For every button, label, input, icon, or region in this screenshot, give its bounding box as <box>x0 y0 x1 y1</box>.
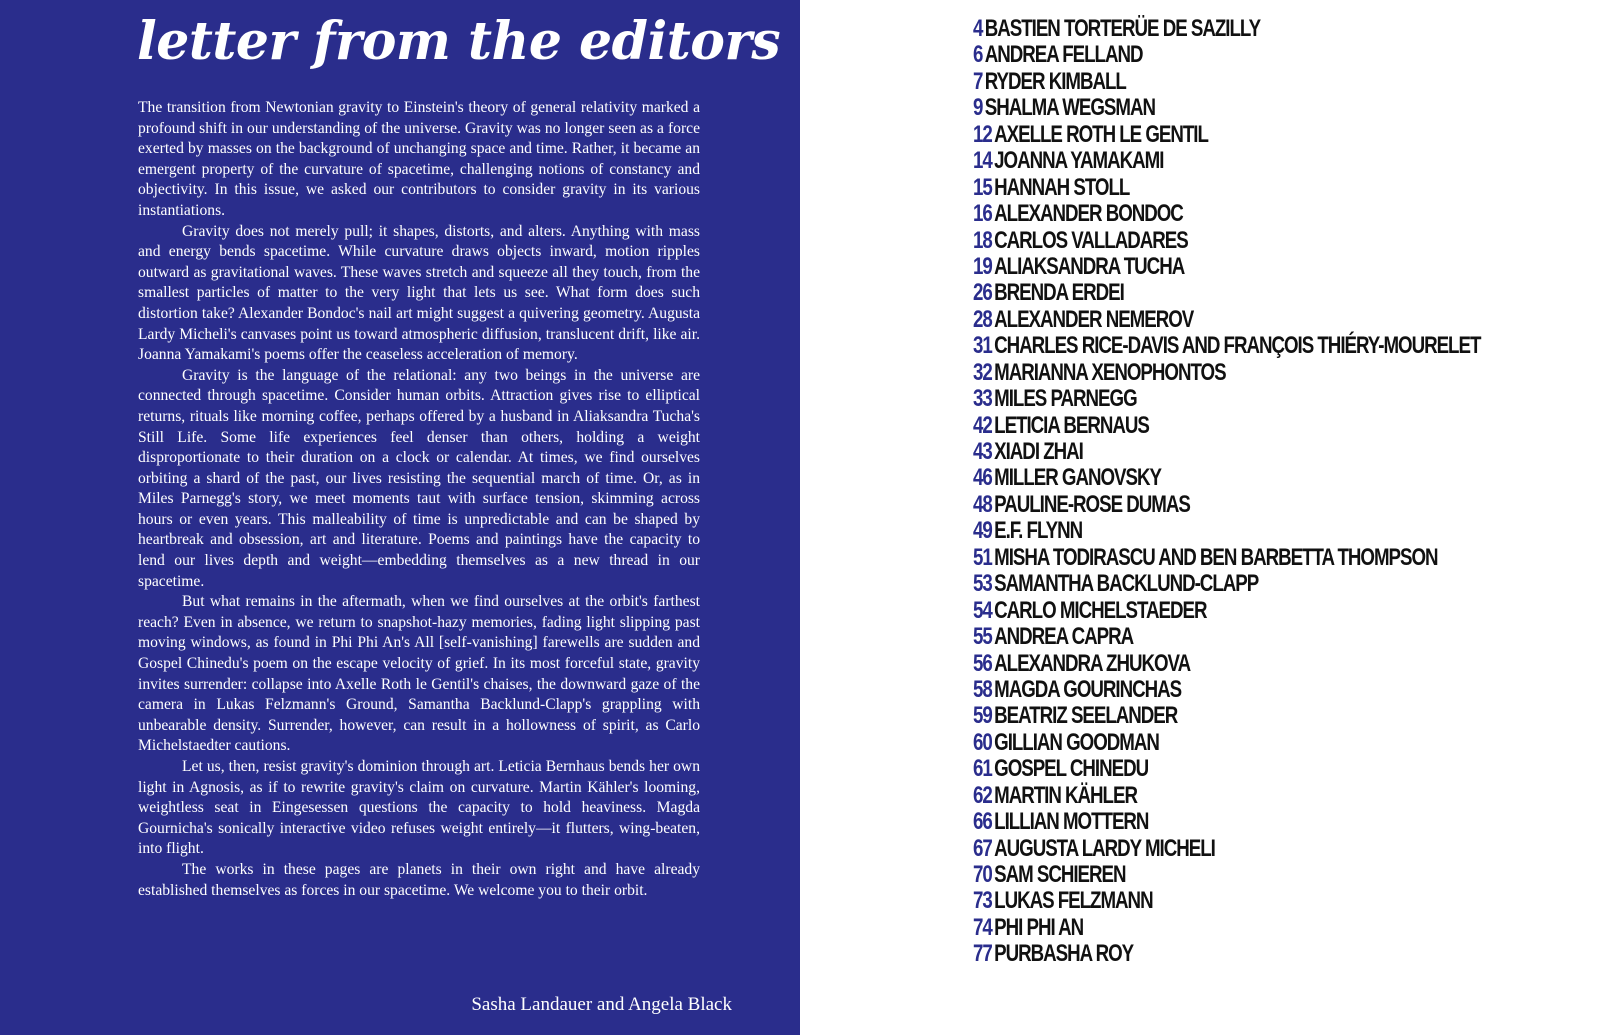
contents-list <box>973 16 1600 968</box>
contents-contributor-name: AXELLE ROTH LE GENTIL <box>994 120 1208 148</box>
contents-page-number: 70 <box>973 861 992 888</box>
contents-contributor-name: LETICIA BERNAUS <box>994 411 1149 439</box>
contents-contributor-name: AUGUSTA LARDY MICHELI <box>994 834 1215 862</box>
letter-title: letter from the editors <box>137 11 781 72</box>
contents-page-number: 31 <box>973 332 992 360</box>
contents-contributor-name: MISHA TODIRASCU AND BEN BARBETTA THOMPSON <box>994 543 1438 571</box>
contents-entry <box>973 413 1480 439</box>
contents-contributor-name: BRENDA ERDEI <box>994 279 1124 307</box>
contents-contributor-name: MILLER GANOVSKY <box>994 464 1161 492</box>
contents-page-number: 33 <box>973 385 992 413</box>
contents-entry <box>973 254 1480 280</box>
contents-page-number: 32 <box>973 358 992 386</box>
letter-paragraph: Gravity is the language of the relational: any two beings in the universe are connected through spacetime. Consider human orbits. Attraction gives rise to elliptical returns, rituals like morning coffee, perhaps offered by a husband in Aliaksandra Tucha's Still Life. Some life experiences feel denser than others, holding a weight disproportionate to their duration on a clock or calendar. At times, we find ourselves orbiting a shard of the past, our lives resisting the sequential march of time. Or, as in Miles Parnegg's story, we meet moments taut with surface tension, skimming across hours or even years. This malleability of time is unpredictable and can be shaped by heartbreak and obsession, art and literature. Poems and paintings have the capacity to lend our lives depth and weight—embedding themselves as a new thread in our spacetime. <box>138 366 700 590</box>
contents-entry <box>973 941 1480 967</box>
contents-entry <box>973 545 1480 571</box>
contents-entry <box>973 809 1480 835</box>
contents-contributor-name: LUKAS FELZMANN <box>994 887 1153 915</box>
letter-paragraph: The transition from Newtonian gravity to Einstein's theory of general relativity marked a profound shift in our understanding of the universe. Gravity was no longer seen as a force exerted by masses on the background of unchanging space and time. Rather, it became an emergent property of the curvature of spacetime, challenging notions of constancy and objectivity. In this issue, we asked our contributors to consider gravity in its various instantiations. <box>138 99 700 219</box>
contents-page-number: 16 <box>973 200 992 228</box>
contents-page-number: 73 <box>973 887 992 915</box>
letter-paragraph: Gravity does not merely pull; it shapes, distorts, and alters. Anything with mass and energy bends spacetime. While curvature draws objects inward, motion ripples outward as gravitational waves. These waves stretch and squeeze all they touch, from the smallest particles of matter to the very light that lets us see. What form does such distortion take? Alexander Bondoc's nail art might suggest a quivering geometry. Augusta Lardy Micheli's canvases point us toward atmospheric diffusion, translucent drift, like air. Joanna Yamakami's poems offer the ceaseless acceleration of memory. <box>138 222 700 364</box>
contents-page-number: 54 <box>973 596 992 624</box>
contents-contributor-name: CHARLES RICE-DAVIS AND FRANÇOIS THIÉRY-MOURELET <box>994 332 1481 360</box>
contents-contributor-name: ANDREA FELLAND <box>984 41 1143 69</box>
contents-entry <box>973 836 1480 862</box>
contents-page-number: 12 <box>973 120 992 148</box>
contents-page-number: 18 <box>973 226 992 254</box>
contents-page-number: 28 <box>973 305 992 333</box>
contents-contributor-name: SHALMA WEGSMAN <box>984 94 1155 122</box>
contents-contributor-name: XIADI ZHAI <box>994 438 1083 465</box>
contents-contributor-name: GILLIAN GOODMAN <box>994 728 1159 756</box>
contents-entry <box>973 783 1480 809</box>
contents-entry <box>973 122 1480 148</box>
contents-entry <box>973 42 1480 68</box>
contents-entry <box>973 624 1480 650</box>
contents-entry <box>973 69 1480 95</box>
contents-entry <box>973 492 1480 518</box>
letter-paragraph: The works in these pages are planets in their own right and have already established themselves as forces in our spacetime. We welcome you to their orbit. <box>138 860 700 899</box>
contents-contributor-name: LILLIAN MOTTERN <box>994 808 1149 836</box>
contents-contributor-name: CARLO MICHELSTAEDER <box>994 596 1207 624</box>
contents-page-number: 9 <box>973 94 983 122</box>
contents-page-number: 51 <box>973 543 992 571</box>
contents-entry <box>973 703 1480 729</box>
contents-page-number: 7 <box>973 67 983 95</box>
contents-entry <box>973 651 1480 677</box>
contents-entry <box>973 730 1480 756</box>
contents-contributor-name: E.F. FLYNN <box>994 517 1083 545</box>
contents-page-number: 14 <box>973 147 992 175</box>
contents-contributor-name: JOANNA YAMAKAMI <box>994 147 1164 175</box>
letter-body <box>138 98 700 901</box>
contents-contributor-name: MILES PARNEGG <box>994 385 1137 413</box>
contents-page-number: 77 <box>973 940 992 968</box>
contents-entry <box>973 598 1480 624</box>
contents-contributor-name: HANNAH STOLL <box>994 173 1130 201</box>
contents-page-number: 4 <box>973 15 983 42</box>
contents-contributor-name: MARIANNA XENOPHONTOS <box>994 358 1226 386</box>
contents-page-number: 26 <box>973 279 992 307</box>
contents-entry <box>973 756 1480 782</box>
contents-entry <box>973 148 1480 174</box>
contents-contributor-name: ANDREA CAPRA <box>994 623 1134 651</box>
contents-contributor-name: MARTIN KÄHLER <box>994 781 1137 809</box>
contents-entry <box>973 307 1480 333</box>
contents-page-number: 61 <box>973 755 992 783</box>
contents-entry <box>973 386 1480 412</box>
contents-page-number: 15 <box>973 173 992 201</box>
contents-entry <box>973 360 1480 386</box>
contents-page-number: 67 <box>973 834 992 862</box>
contents-entry <box>973 175 1480 201</box>
contents-page-number: 62 <box>973 781 992 809</box>
contents-contributor-name: ALIAKSANDRA TUCHA <box>994 252 1185 280</box>
contents-entry <box>973 201 1480 227</box>
contents-page-number: 6 <box>973 41 983 69</box>
contents-contributor-name: PAULINE-ROSE DUMAS <box>994 490 1190 518</box>
contents-page-number: 46 <box>973 464 992 492</box>
contents-entry <box>973 280 1480 306</box>
contents-contributor-name: SAM SCHIEREN <box>994 861 1126 888</box>
letter-paragraph: Let us, then, resist gravity's dominion through art. Leticia Bernhaus bends her own light in Agnosis, as if to rewrite gravity's claim on curvature. Martin Kähler's looming, weightless seat in Eingesessen questions the capacity to hold heaviness. Magda Gournicha's sonically interactive video refuses weight entirely—it flutters, wing-beaten, into flight. <box>138 758 700 858</box>
contents-contributor-name: BASTIEN TORTERÜE DE SAZILLY <box>984 15 1261 42</box>
contents-page-number: 43 <box>973 438 992 465</box>
contents-page-number: 60 <box>973 728 992 756</box>
contents-page-number: 55 <box>973 623 992 651</box>
contents-page-number: 66 <box>973 808 992 836</box>
contents-contributor-name: ALEXANDER NEMEROV <box>994 305 1194 333</box>
contents-page-number: 49 <box>973 517 992 545</box>
contents-contributor-name: PHI PHI AN <box>994 913 1084 941</box>
contents-entry <box>973 465 1480 491</box>
contents-page-number: 48 <box>973 490 992 518</box>
contents-entry <box>973 888 1480 914</box>
contents-entry <box>973 677 1480 703</box>
contents-entry <box>973 95 1480 121</box>
contents-contributor-name: RYDER KIMBALL <box>984 67 1126 95</box>
contents-contributor-name: PURBASHA ROY <box>994 940 1134 968</box>
contents-page-number: 56 <box>973 649 992 677</box>
contents-page-number: 53 <box>973 570 992 598</box>
contents-page <box>800 0 1600 1035</box>
contents-page-number: 42 <box>973 411 992 439</box>
contents-entry <box>973 16 1480 42</box>
contents-entry <box>973 862 1480 888</box>
contents-entry <box>973 518 1480 544</box>
contents-contributor-name: CARLOS VALLADARES <box>994 226 1188 254</box>
contents-contributor-name: ALEXANDRA ZHUKOVA <box>994 649 1191 677</box>
editors-signature: Sasha Landauer and Angela Black <box>471 994 732 1015</box>
letter-paragraph: But what remains in the aftermath, when we find ourselves at the orbit's farthest reach? Even in absence, we return to snapshot-hazy memories, fading light slipping past moving windows, as found in Phi Phi An's All [self-vanishing] farewells are sudden and Gospel Chinedu's poem on the escape velocity of grief. In its most forceful state, gravity invites surrender: collapse into Axelle Roth le Gentil's chaises, the downward gaze of the camera in Lukas Felzmann's Ground, Samantha Backlund-Clapp's grappling with unbearable density. Surrender, however, can result in a hollowness of spirit, as Carlo Michelstaedter cautions. <box>138 593 700 755</box>
contents-contributor-name: GOSPEL CHINEDU <box>994 755 1149 783</box>
contents-entry <box>973 571 1480 597</box>
contents-page-number: 59 <box>973 702 992 730</box>
contents-contributor-name: MAGDA GOURINCHAS <box>994 675 1182 703</box>
contents-page-number: 58 <box>973 675 992 703</box>
contents-entry <box>973 439 1480 465</box>
contents-page-number: 74 <box>973 913 992 941</box>
contents-contributor-name: BEATRIZ SEELANDER <box>994 702 1178 730</box>
contents-contributor-name: ALEXANDER BONDOC <box>994 200 1183 228</box>
contents-page-number: 19 <box>973 252 992 280</box>
contents-entry <box>973 333 1480 359</box>
contents-entry <box>973 915 1480 941</box>
contents-entry <box>973 228 1480 254</box>
contents-contributor-name: SAMANTHA BACKLUND-CLAPP <box>994 570 1259 598</box>
